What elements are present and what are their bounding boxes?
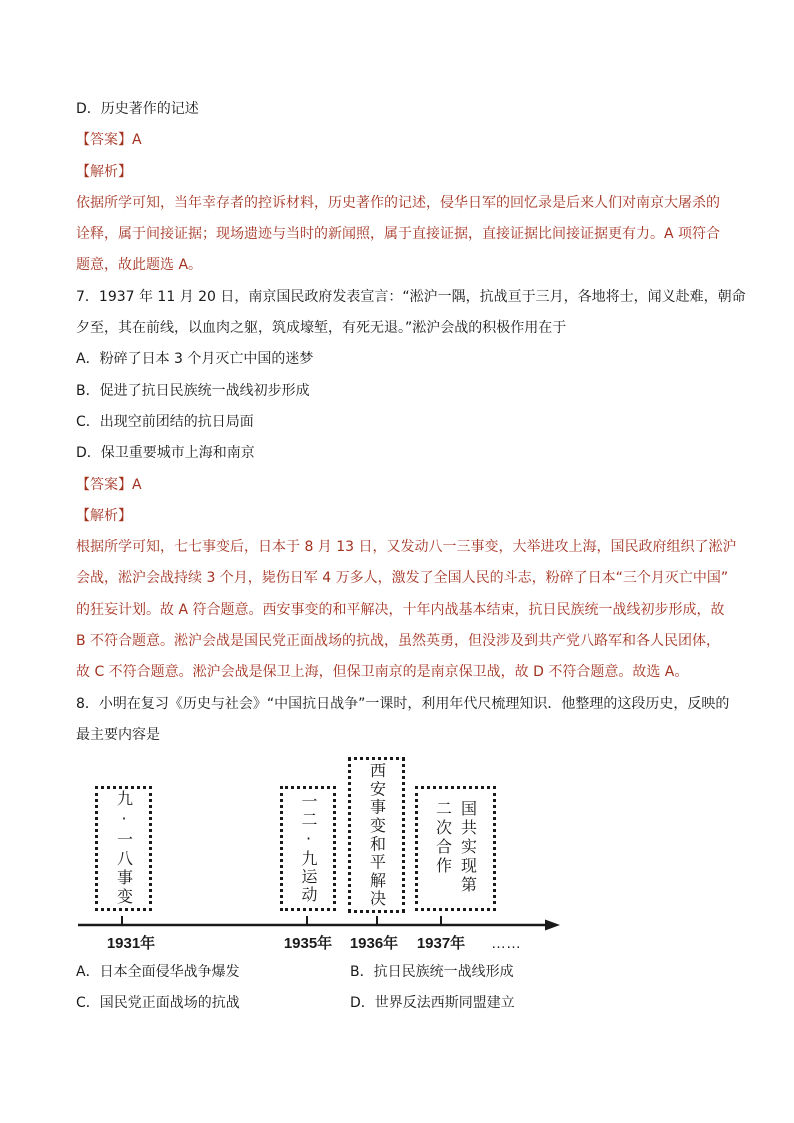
q8-option-d: D．世界反法西斯同盟建立 [350, 995, 515, 1011]
question-text-block [76, 94, 746, 751]
q7-analysis-line: 的狂妄计划。故 A 符合题意。西安事变的和平解决，十年内战基本结束，抗日民族统一战线初步形成，故 [76, 601, 725, 618]
q8-stem-line: 8．小明在复习《历史与社会》“中国抗日战争”一课时，利用年代尺梳理知识．他整理的这段历史，反映的 [76, 695, 730, 712]
year-label: 1936年 [349, 935, 399, 952]
event-label: 九·一八事变 [114, 790, 134, 907]
prev-analysis-line: 依据所学可知，当年幸存者的控诉材料，历史著作的记述，侵华日军的回忆录是后来人们对南京大屠杀的 [76, 194, 720, 211]
q7-answer: 【答案】A [76, 476, 142, 493]
year-label: 1937年 [416, 935, 466, 952]
q7-analysis-line: 根据所学可知，七七事变后，日本于 8 月 13 日，又发动八一三事变，大举进攻上海，国民政府组织了淞沪 [76, 539, 737, 556]
q7-analysis-line: 会战，淞沪会战持续 3 个月，毙伤日军 4 万多人，激发了全国人民的斗志，粉碎了日本“三个月灭亡中国” [76, 570, 729, 587]
event-label: 国共实现第二次合作 [433, 800, 478, 895]
event-box-1936 [348, 757, 405, 913]
year-label: 1935年 [283, 935, 333, 952]
q7-option-d: D．保卫重要城市上海和南京 [76, 445, 255, 462]
prev-analysis-line: 题意，故此题选 A。 [76, 257, 203, 274]
event-box-1937 [415, 786, 496, 911]
q7-analysis-line: B 不符合题意。淞沪会战是国民党正面战场的抗战，虽然英勇，但没涉及到共产党八路军和各人民团体， [76, 633, 721, 650]
q7-analysis-line: 故 C 不符合题意。淞沪会战是保卫上海，但保卫南京的是南京保卫战，故 D 不符合题意。故选 A。 [76, 664, 689, 681]
q7-stem-line: 7．1937 年 11 月 20 日，南京国民政府发表宣言：“淞沪一隅，抗战亘于三月，各地将士，闻义赴难，朝命 [76, 288, 746, 305]
event-label: 一二·九运动 [299, 793, 318, 904]
q7-analysis-label: 【解析】 [76, 507, 132, 524]
prev-option-d: D．历史著作的记述 [76, 101, 199, 117]
event-box-1931 [95, 786, 152, 911]
prev-analysis-label: 【解析】 [76, 163, 132, 180]
event-box-1935 [280, 786, 336, 911]
q7-stem-line: 夕至，其在前线，以血肉之躯，筑成壕堑，有死无退。”淞沪会战的积极作用在于 [76, 320, 567, 337]
year-label: 1931年 [106, 935, 156, 952]
event-label: 西安事变和平解决 [367, 761, 387, 909]
q7-option-a: A．粉碎了日本 3 个月灭亡中国的迷梦 [76, 351, 314, 368]
q8-option-c: C．国民党正面战场的抗战 [76, 995, 240, 1011]
prev-answer: 【答案】A [76, 132, 142, 149]
prev-analysis-line: 诠释，属于间接证据；现场遗迹与当时的新闻照，属于直接证据，直接证据比间接证据更有力。A 项符合 [76, 226, 721, 243]
timeline-ellipsis: …… [491, 935, 521, 952]
q8-option-a: A．日本全面侵华战争爆发 [76, 964, 240, 980]
q8-stem-line: 最主要内容是 [76, 726, 160, 743]
q7-option-c: C．出现空前团结的抗日局面 [76, 413, 254, 430]
q7-option-b: B．促进了抗日民族统一战线初步形成 [76, 382, 310, 399]
timeline-arrowhead [545, 920, 560, 931]
q8-option-b: B．抗日民族统一战线形成 [350, 964, 514, 980]
